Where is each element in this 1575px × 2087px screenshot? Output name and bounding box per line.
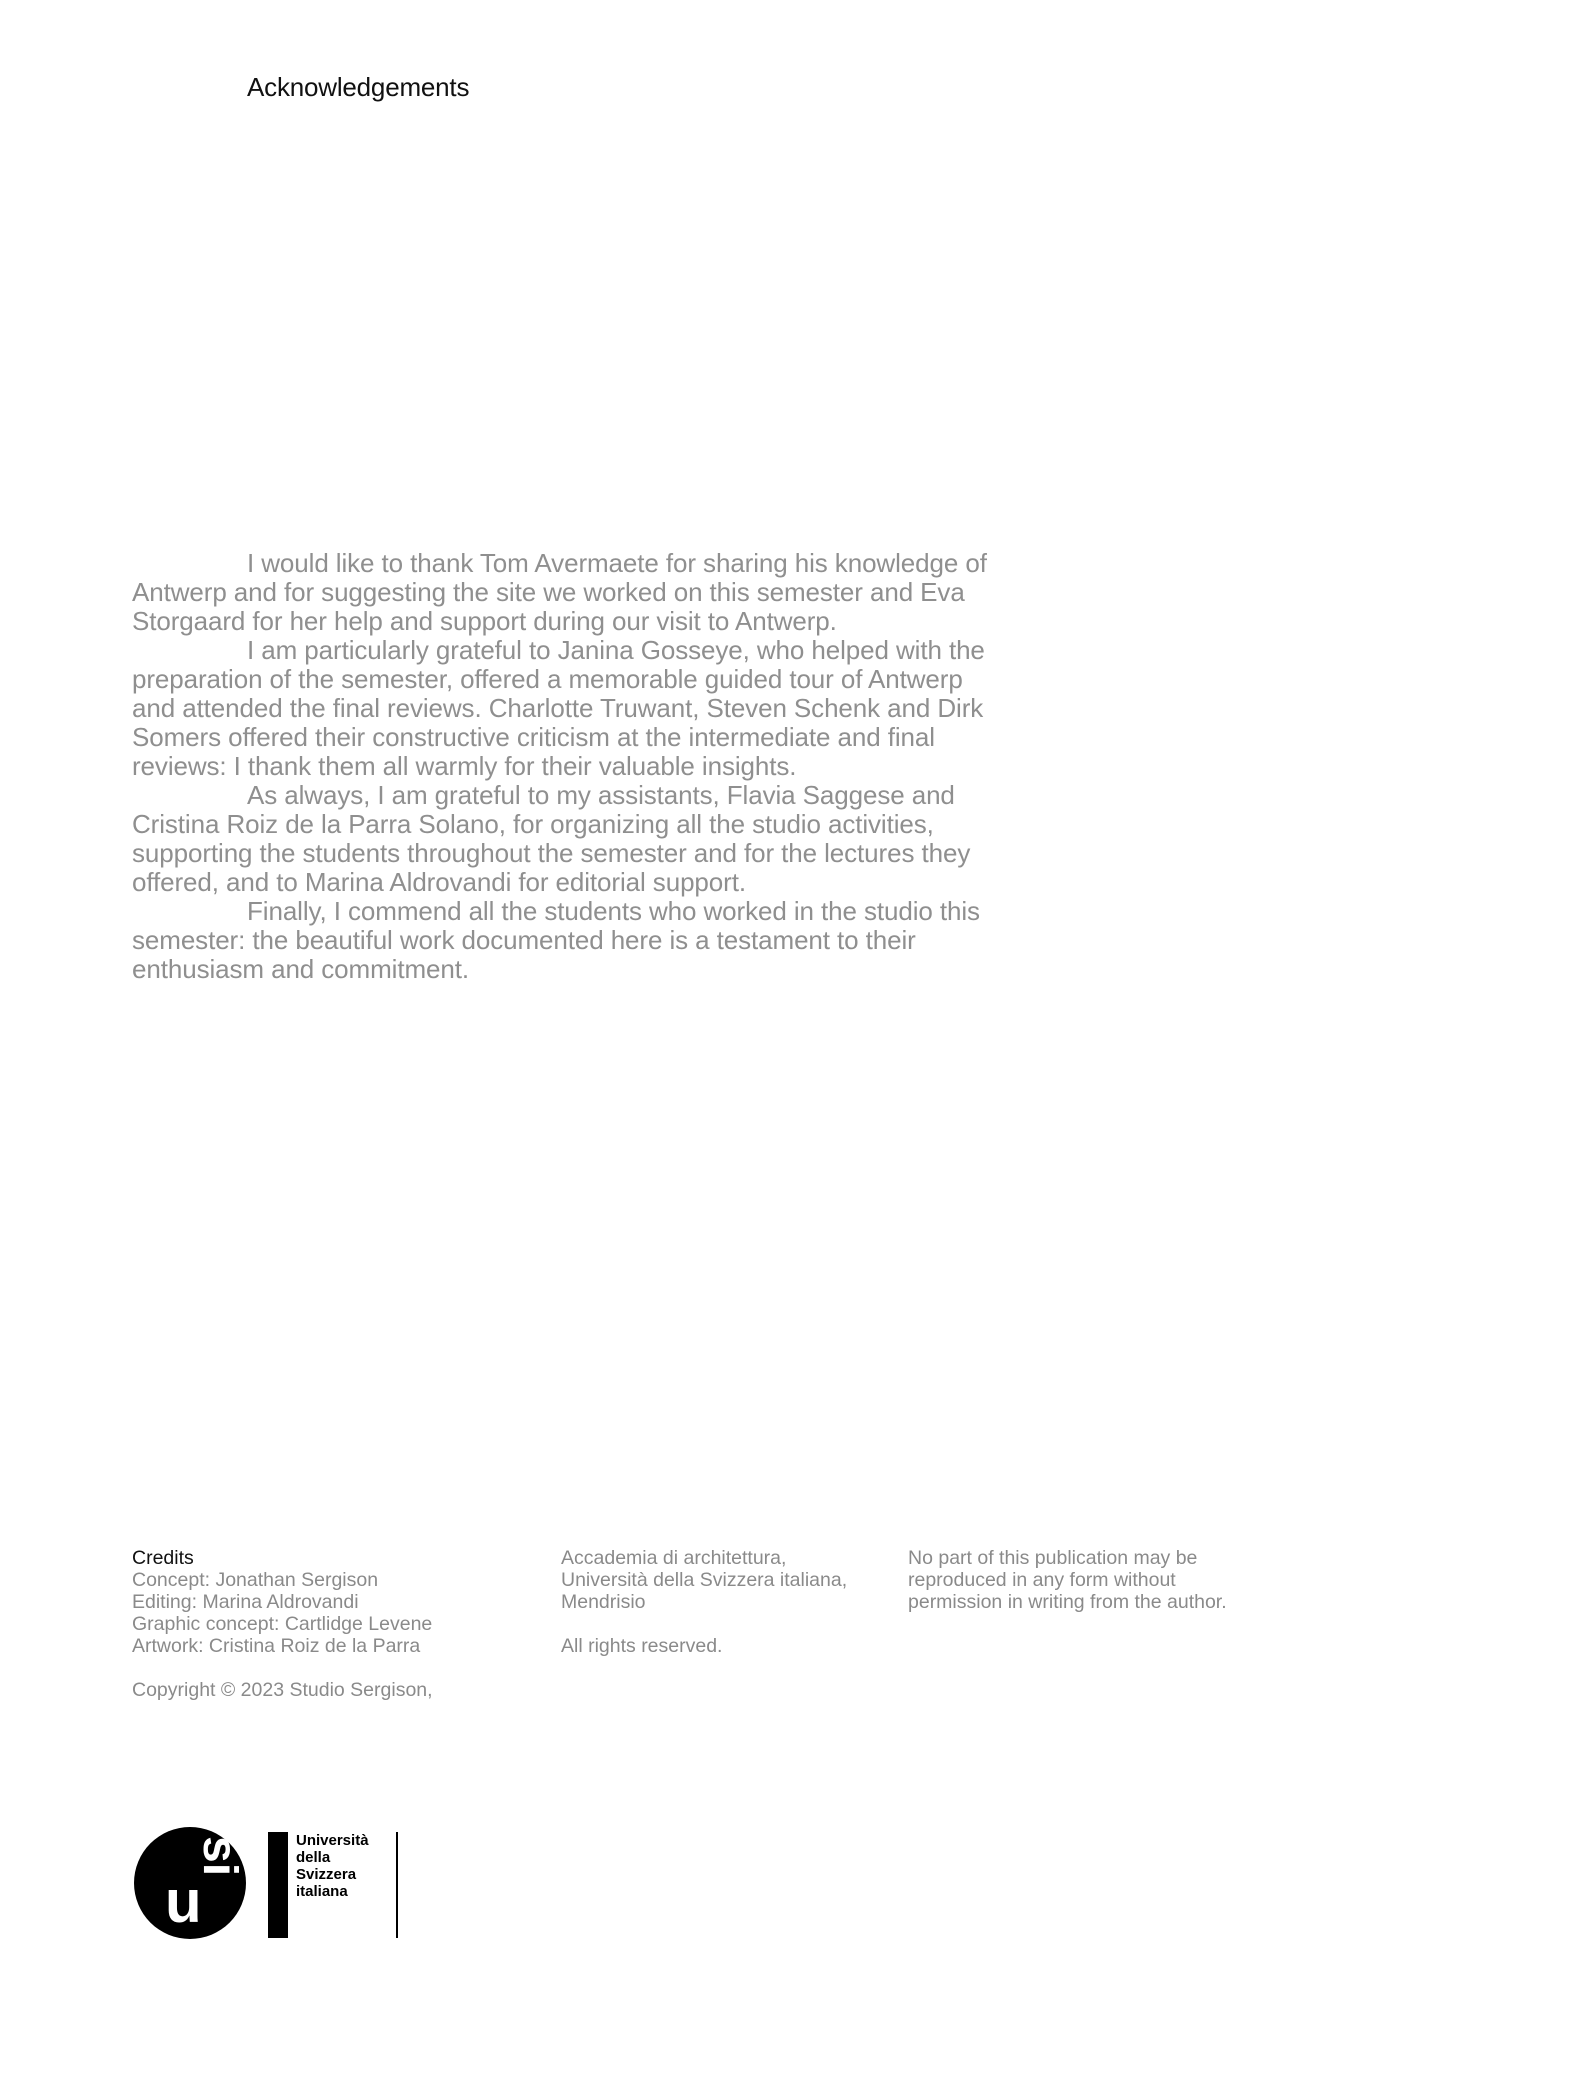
logo-divider — [396, 1832, 398, 1938]
rights-line: All rights reserved. — [561, 1635, 723, 1657]
notice-line: reproduced in any form without — [908, 1569, 1176, 1591]
logo-letters-si: si — [193, 1836, 246, 1877]
paragraph: I would like to thank Tom Avermaete for sharing his knowledge of Antwerp and for suggesting the site we worked on this semester and Eva Storgaard for her help and support during our visit to Antwerp. — [132, 548, 987, 636]
logo-text-line: italiana — [296, 1883, 348, 1900]
paragraph: As always, I am grateful to my assistants, Flavia Saggese and Cristina Roiz de la Parra Solano, for organizing all the studio activities, supporting the students throughout the semester and for the lectures they offered, and to Marina Aldrovandi for editorial support. — [132, 780, 971, 897]
logo-letter-u: u — [165, 1868, 202, 1935]
institution-line: Università della Svizzera italiana, — [561, 1569, 848, 1591]
usi-logo-mark-icon — [133, 1826, 247, 1940]
institution-column — [561, 1547, 881, 1657]
copyright-line: Copyright © 2023 Studio Sergison, — [132, 1679, 433, 1701]
spacer — [132, 1657, 542, 1679]
page-title: Acknowledgements — [247, 72, 470, 102]
credit-line: Artwork: Cristina Roiz de la Parra — [132, 1635, 421, 1657]
credit-line: Graphic concept: Cartlidge Levene — [132, 1613, 433, 1635]
logo-text-line: Svizzera — [296, 1866, 357, 1883]
credit-line: Editing: Marina Aldrovandi — [132, 1591, 359, 1613]
logo-text-line: della — [296, 1849, 331, 1866]
credits-heading: Credits — [132, 1547, 194, 1569]
paragraph: I am particularly grateful to Janina Gosseye, who helped with the preparation of the semester, offered a memorable guided tour of Antwerp and attended the final reviews. Charlotte Truwant, Steven Schenk and Dirk Somers offered their constructive criticism at the intermediate and final reviews: I thank them all warmly for their valuable insights. — [132, 635, 985, 781]
logo-bar — [268, 1832, 288, 1938]
institution-line: Mendrisio — [561, 1591, 646, 1613]
paragraph: Finally, I commend all the students who worked in the studio this semester: the beautiful work documented here is a testament to their enthusiasm and commitment. — [132, 896, 980, 984]
notice-line: permission in writing from the author. — [908, 1591, 1227, 1613]
usi-logo — [133, 1826, 423, 1940]
logo-wordmark — [296, 1832, 369, 1900]
acknowledgements-body — [132, 549, 1002, 984]
spacer — [561, 1613, 881, 1635]
credits-column — [132, 1547, 542, 1701]
logo-text-line: Università — [296, 1832, 369, 1849]
notice-column — [908, 1547, 1268, 1613]
notice-line: No part of this publication may be — [908, 1547, 1198, 1569]
institution-line: Accademia di architettura, — [561, 1547, 787, 1569]
credit-line: Concept: Jonathan Sergison — [132, 1569, 379, 1591]
